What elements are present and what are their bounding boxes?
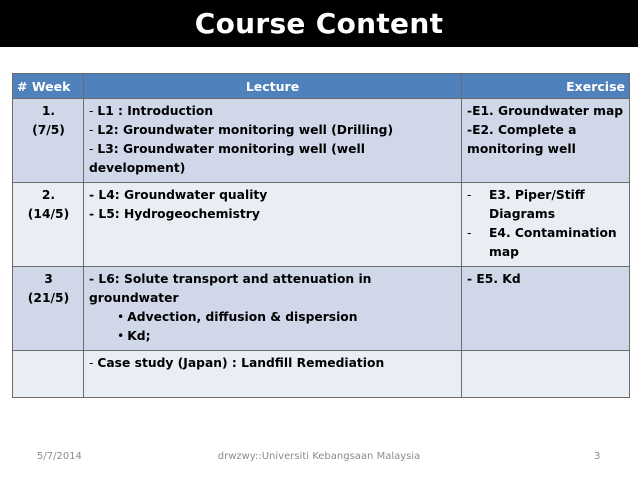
lecture-item: [89, 270, 457, 308]
table-row: [13, 267, 630, 351]
lecture-dash: -: [89, 104, 98, 118]
lecture-subitem: [89, 327, 457, 346]
lecture-cell: [84, 99, 462, 183]
lecture-item: [89, 121, 457, 140]
lecture-dash: -: [89, 142, 98, 156]
lecture-item: [89, 205, 457, 224]
table-row: [13, 351, 630, 398]
lecture-dash: -: [89, 272, 99, 286]
table-row: [13, 99, 630, 183]
table-row: [13, 183, 630, 267]
lecture-dash: -: [89, 188, 99, 202]
subitem-text: Advection, diffusion & dispersion: [127, 310, 358, 324]
lecture-cell: [84, 351, 462, 398]
exercise-cell: [462, 351, 630, 398]
exercise-text: E3. Piper/Stiff Diagrams: [489, 188, 585, 221]
week-number: 1.: [41, 104, 56, 118]
subitem-text: Kd;: [127, 329, 151, 343]
footer-date: 5/7/2014: [37, 451, 82, 462]
lecture-text: L3: Groundwater monitoring well (well development): [89, 142, 365, 175]
lecture-text: L1 : Introduction: [97, 104, 214, 118]
slide-title: Course Content: [194, 7, 444, 40]
bullet-icon: •: [117, 329, 125, 343]
lecture-text: L5: Hydrogeochemistry: [98, 207, 260, 221]
week-date: (7/5): [32, 123, 65, 137]
header-lecture: Lecture: [84, 74, 462, 99]
week-cell: [13, 351, 84, 398]
exercise-text: E4. Contamination map: [489, 226, 617, 259]
lecture-subitem: [89, 308, 457, 327]
exercise-cell: [462, 183, 630, 267]
lecture-text: L6: Solute transport and attenuation in groundwater: [89, 272, 372, 305]
lecture-dash: -: [89, 356, 98, 370]
exercise-cell: [462, 99, 630, 183]
bullet-icon: •: [117, 310, 125, 324]
lecture-cell: [84, 267, 462, 351]
week-date: (21/5): [27, 291, 70, 305]
exercise-item: [467, 224, 625, 262]
exercise-item: -E2. Complete a monitoring well: [467, 123, 577, 156]
week-cell: [13, 183, 84, 267]
lecture-text: L4: Groundwater quality: [98, 188, 268, 202]
week-number: 3: [44, 272, 53, 286]
week-date: (14/5): [27, 207, 70, 221]
week-number: 2.: [41, 188, 56, 202]
lecture-cell: [84, 183, 462, 267]
lecture-text: L2: Groundwater monitoring well (Drilling): [97, 123, 394, 137]
title-bar: [0, 0, 638, 47]
week-cell: [13, 99, 84, 183]
header-row: [13, 74, 630, 99]
course-table: [12, 73, 630, 398]
exercise-cell: [462, 267, 630, 351]
exercise-item: [467, 186, 625, 224]
page-number: 3: [594, 451, 601, 462]
header-week: # Week: [13, 74, 84, 99]
week-cell: [13, 267, 84, 351]
lecture-item: [89, 186, 457, 205]
footer-center: drwzwy::Universiti Kebangsaan Malaysia: [217, 451, 421, 462]
lecture-dash: -: [89, 207, 99, 221]
lecture-dash: -: [89, 123, 98, 137]
exercise-item: -E1. Groundwater map: [467, 104, 624, 118]
exercise-dash: -: [467, 226, 472, 240]
lecture-item: [89, 102, 457, 121]
lecture-item: [89, 140, 457, 178]
exercise-dash: -: [467, 188, 472, 202]
lecture-text: Case study (Japan) : Landfill Remediation: [97, 356, 385, 370]
exercise-item: - E5. Kd: [467, 272, 521, 286]
lecture-item: [89, 354, 457, 373]
header-exercise: Exercise: [462, 74, 630, 99]
